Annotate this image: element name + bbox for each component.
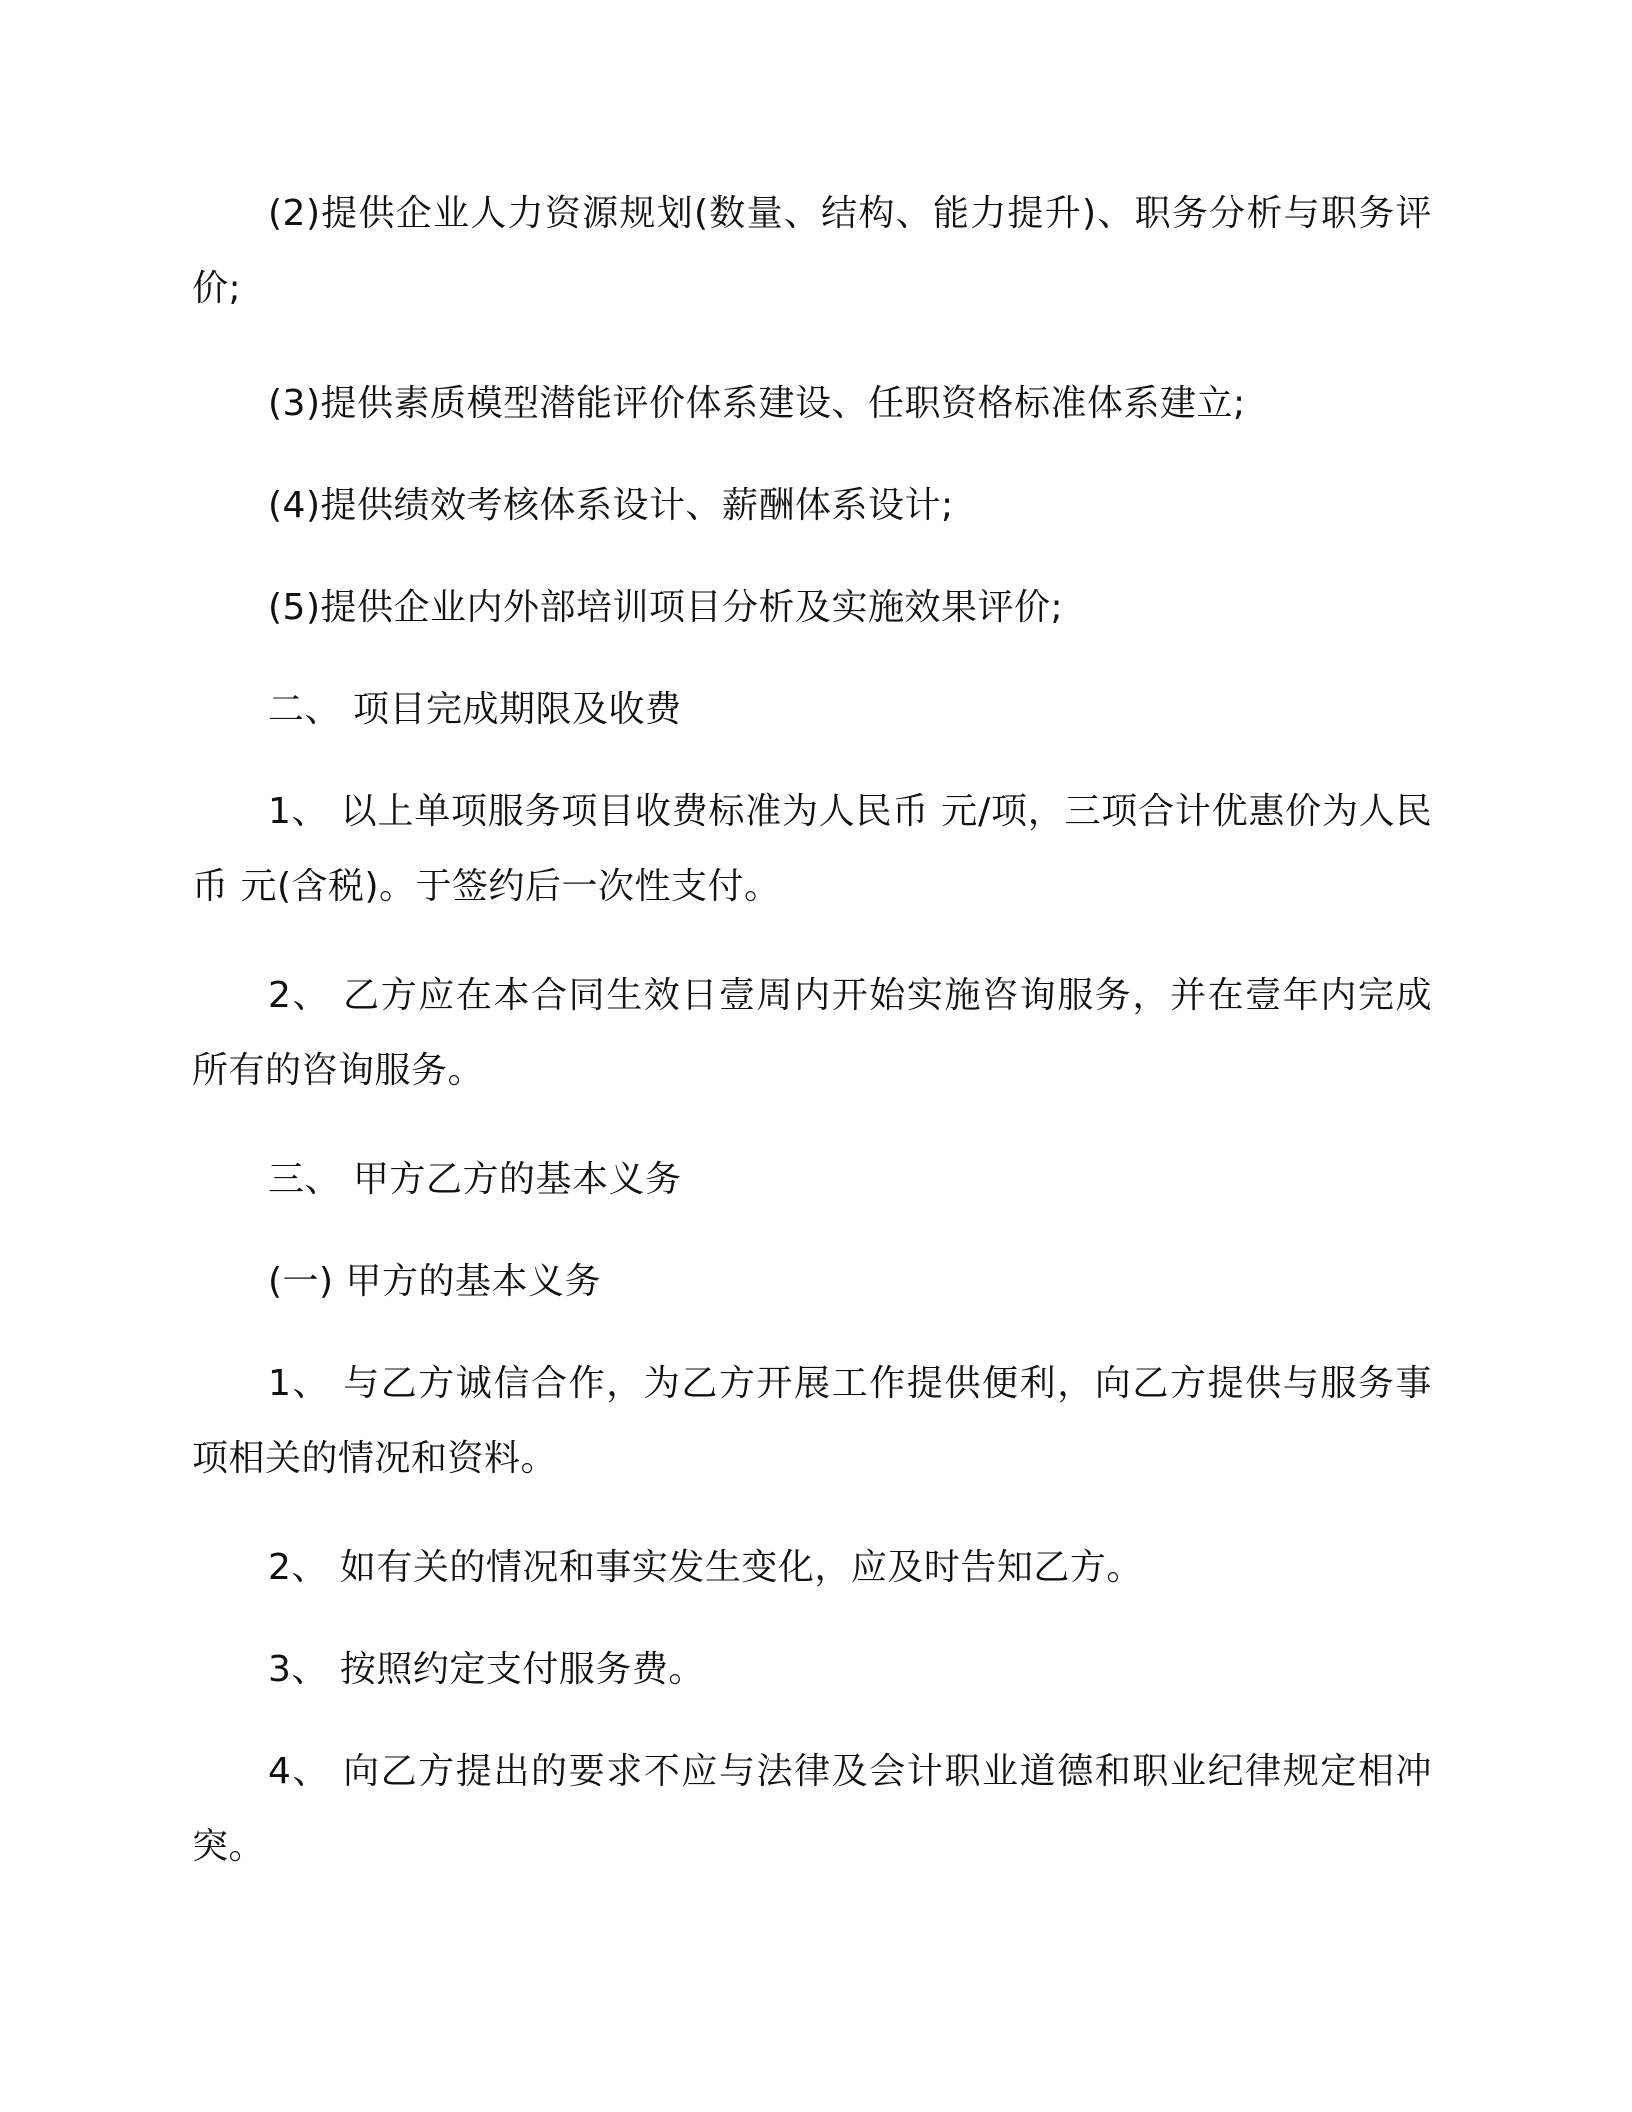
paragraph-fee-1: 1、 以上单项服务项目收费标准为人民币 元/项，三项合计优惠价为人民币 元(含税)。于签约后一次性支付。 — [192, 791, 1432, 907]
paragraph-duty-4: 4、 向乙方提出的要求不应与法律及会计职业道德和职业纪律规定相冲突。 — [192, 1751, 1432, 1867]
section-heading-3: 三、 甲方乙方的基本义务 — [268, 1159, 682, 1200]
paragraph-duty-2: 2、 如有关的情况和事实发生变化，应及时告知乙方。 — [268, 1547, 1143, 1588]
paragraph-duty-1: 1、 与乙方诚信合作，为乙方开展工作提供便利，向乙方提供与服务事项相关的情况和资料。 — [192, 1363, 1432, 1479]
subsection-heading-party-a: (一) 甲方的基本义务 — [268, 1261, 602, 1302]
paragraph-service-item-5: (5)提供企业内外部培训项目分析及实施效果评价; — [268, 587, 1064, 628]
paragraph-service-item-2: (2)提供企业人力资源规划(数量、结构、能力提升)、职务分析与职务评价; — [192, 193, 1432, 309]
paragraph-service-item-4: (4)提供绩效考核体系设计、薪酬体系设计; — [268, 485, 954, 526]
paragraph-duty-3: 3、 按照约定支付服务费。 — [268, 1649, 705, 1690]
paragraph-service-item-3: (3)提供素质模型潜能评价体系建设、任职资格标准体系建立; — [268, 383, 1246, 424]
paragraph-fee-2: 2、 乙方应在本合同生效日壹周内开始实施咨询服务，并在壹年内完成所有的咨询服务。 — [192, 975, 1432, 1091]
section-heading-2: 二、 项目完成期限及收费 — [268, 689, 682, 730]
